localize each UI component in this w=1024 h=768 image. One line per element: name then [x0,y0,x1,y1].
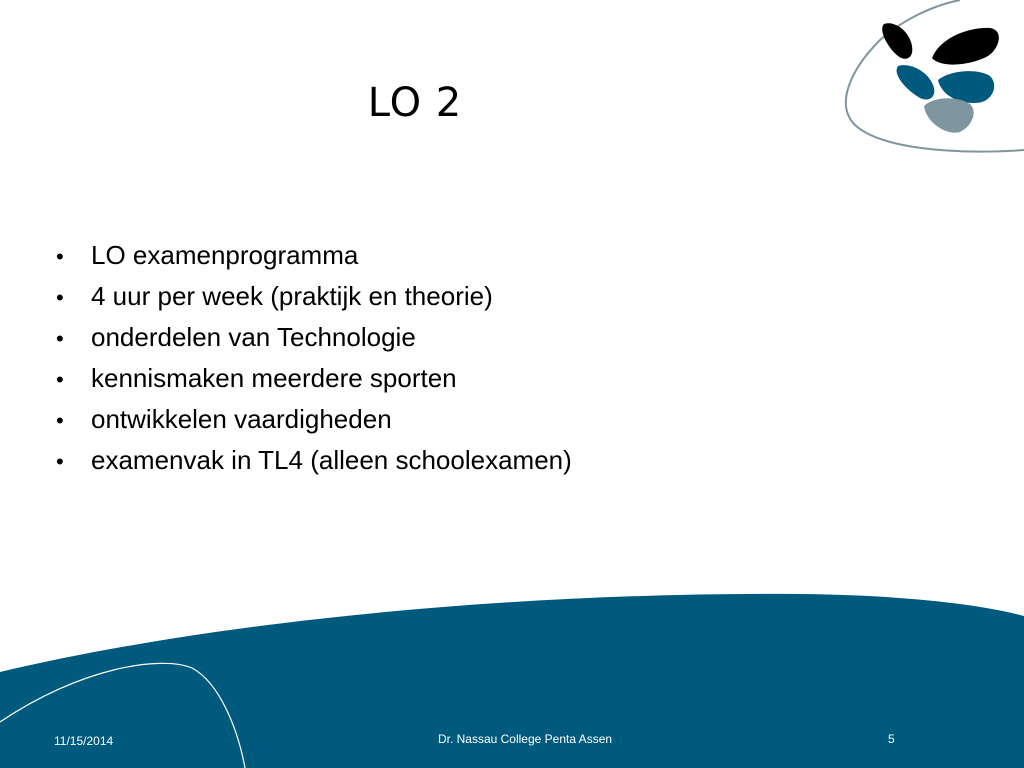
bullet-text: ontwikkelen vaardigheden [91,404,392,434]
footer-page-number: 5 [888,732,895,746]
list-item [56,281,572,322]
list-item [56,322,572,363]
logo-icon [882,23,999,132]
bullet-icon: • [56,408,64,433]
bullet-text: 4 uur per week (praktijk en theorie) [91,281,493,311]
logo-stone-mid-right [938,71,994,103]
bullet-icon: • [56,367,64,392]
logo-ring [846,0,1024,152]
bullet-text: onderdelen van Technologie [91,322,416,352]
list-item [56,404,572,445]
logo-stone-bottom [924,98,974,132]
list-item [56,363,572,404]
footer-school-name: Dr. Nassau College Penta Assen [437,732,613,746]
list-item [56,445,572,486]
logo-stone-mid-left [897,65,935,99]
bullet-icon: • [56,285,64,310]
bullet-text: examenvak in TL4 (alleen schoolexamen) [91,445,572,475]
footer-date: 11/15/2014 [54,734,114,748]
bullet-icon: • [56,244,64,269]
bullet-text: LO examenprogramma [91,240,359,270]
list-item [56,240,572,281]
logo-stone-top-left [882,23,912,59]
slide-title: LO 2 [367,80,463,126]
bullet-list [56,240,572,486]
bullet-text: kennismaken meerdere sporten [91,363,457,393]
bullet-icon: • [56,326,64,351]
logo-stone-top-right [932,28,999,65]
bullet-icon: • [56,449,64,474]
